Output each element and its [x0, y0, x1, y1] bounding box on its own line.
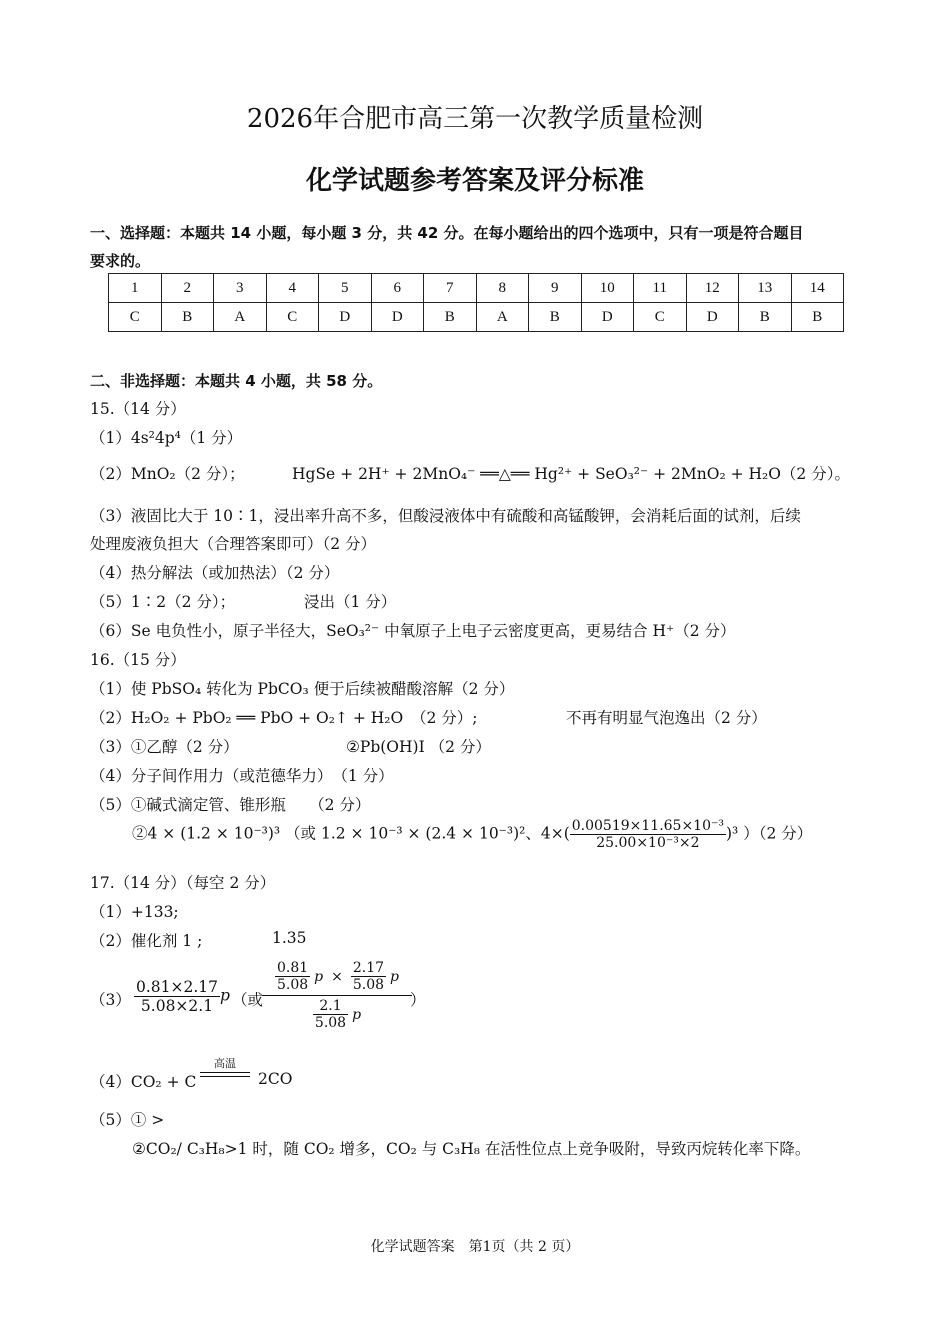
equals-line-bottom [200, 1076, 250, 1077]
page-subtitle: 化学试题参考答案及评分标准 [305, 166, 644, 196]
fraction-denominator: 5.08×2.1 [140, 997, 214, 1015]
fraction-numerator: 0.81 [276, 960, 309, 976]
question-number: 10 [581, 274, 634, 303]
reaction-condition [200, 1058, 250, 1077]
answer-cell: C [109, 303, 162, 332]
q17-answer-3-main [134, 978, 230, 1015]
fraction-denominator: 5.08 [276, 977, 309, 993]
answer-cell: B [161, 303, 214, 332]
question-number: 13 [739, 274, 792, 303]
q17-answer-3-alt-pre: （或 [232, 991, 264, 1009]
q15-answer-4: （4）热分解法（或加热法）（2 分） [90, 564, 340, 582]
q16-fraction [570, 818, 726, 851]
answer-table-numbers-row [109, 274, 844, 303]
q17-compound-fraction [262, 960, 412, 1031]
fraction-denominator: 5.08 [352, 977, 385, 993]
q16-answer-5b-post: )³ ）（2 分） [726, 824, 813, 843]
answer-cell: A [214, 303, 267, 332]
q16-answer-5: （5）①碱式滴定管、锥形瓶 （2 分） [90, 796, 371, 814]
page-footer: 化学试题答案 第1页（共 2 页） [370, 1239, 580, 1255]
question-number: 4 [266, 274, 319, 303]
answer-cell: B [739, 303, 792, 332]
fraction [313, 998, 348, 1031]
fraction [275, 960, 310, 993]
question-number: 8 [476, 274, 529, 303]
q15-answer-3-cont: 处理废液负担大（合理答案即可）（2 分） [90, 535, 377, 553]
q15-answer-6: （6）Se 电负性小，原子半径大，SeO₃²⁻ 中氧原子上电子云密度更高，更易结合 H⁺（2 分） [90, 622, 736, 640]
compound-fraction-bar [262, 995, 412, 996]
question-number: 6 [371, 274, 424, 303]
q17-answer-2-right: 1.35 [272, 929, 307, 947]
q15-answer-1: （1）4s²4p⁴（1 分） [90, 429, 243, 447]
q17-answer-1: （1）+133; [90, 903, 179, 921]
q16-answer-5b-pre: ②4 × (1.2 × 10⁻³)³ （或 1.2 × 10⁻³ × (2.4 × 10⁻³)²、4×( [132, 824, 570, 843]
q15-answer-5-right: 浸出（1 分） [304, 593, 397, 611]
q16-answer-2-left: （2）H₂O₂ + PbO₂ ══ PbO + O₂↑ + H₂O （2 分）; [90, 709, 478, 727]
question-number: 3 [214, 274, 267, 303]
answer-cell: C [266, 303, 319, 332]
question-number: 9 [529, 274, 582, 303]
q15-answer-2-equation: HgSe + 2H⁺ + 2MnO₄⁻ ══△══ Hg²⁺ + SeO₃²⁻ + 2MnO₂ + H₂O（2 分）。 [292, 465, 850, 483]
fraction-numerator: 0.81×2.17 [136, 978, 219, 996]
q16-answer-3-right: ②Pb(OH)I （2 分） [346, 738, 491, 756]
q16-answer-1: （1）使 PbSO₄ 转化为 PbCO₃ 便于后续被醋酸溶解（2 分） [90, 680, 515, 698]
q15-answer-3: （3）液固比大于 10∶1，浸出率升高不多，但酸浸液体中有硫酸和高锰酸钾，会消耗后面的试剂，后续 [90, 507, 801, 525]
q17-answer-4-left: （4）CO₂ + C [90, 1073, 197, 1091]
multiply-sign: × [331, 968, 343, 985]
fraction-numerator: 0.00519×11.65×10⁻³ [571, 818, 724, 834]
fraction-numerator: 2.1 [313, 998, 348, 1015]
fraction-numerator: 2.17 [352, 960, 385, 976]
question-number: 7 [424, 274, 477, 303]
pressure-symbol: p [352, 1006, 362, 1023]
page-title: 2026年合肥市高三第一次教学质量检测 [246, 104, 704, 134]
answer-cell: C [634, 303, 687, 332]
question-number: 11 [634, 274, 687, 303]
answer-cell: D [319, 303, 372, 332]
q16-answer-5b [132, 818, 812, 851]
pressure-symbol: p [220, 986, 230, 1005]
answer-cell: B [529, 303, 582, 332]
answer-cell: B [791, 303, 844, 332]
fraction-denominator: 5.08 [314, 1015, 347, 1031]
q17-fraction [134, 978, 220, 1015]
question-number: 1 [109, 274, 162, 303]
part2-heading: 二、非选择题：本题共 4 小题，共 58 分。 [90, 372, 383, 390]
answer-cell: B [424, 303, 477, 332]
answer-cell: D [686, 303, 739, 332]
part1-heading-cont: 要求的。 [90, 252, 151, 270]
pressure-symbol: p [390, 968, 399, 985]
condition-label: 高温 [214, 1057, 236, 1070]
q17-answer-2-left: （2）催化剂 1 ; [90, 932, 203, 950]
part1-heading: 一、选择题：本题共 14 小题，每小题 3 分，共 42 分。在每小题给出的四个选项中，只有一项是符合题目 [90, 224, 804, 242]
q15-answer-2-label: （2）MnO₂（2 分）； [90, 465, 245, 483]
q17-answer-3-alt-post: ） [410, 991, 426, 1009]
q15-answer-5-left: （5）1∶2（2 分）； [90, 593, 236, 611]
answer-table [108, 273, 844, 332]
compound-numerator [262, 960, 412, 993]
answer-cell: A [476, 303, 529, 332]
q17-answer-5b: ②CO₂/ C₃H₈>1 时，随 CO₂ 增多，CO₂ 与 C₃H₈ 在活性位点上竞争吸附，导致丙烷转化率下降。 [132, 1140, 811, 1158]
question-number: 5 [319, 274, 372, 303]
equals-line-top [200, 1072, 250, 1073]
answer-table-answers-row [109, 303, 844, 332]
q16-answer-4: （4）分子间作用力（或范德华力） （1 分） [90, 767, 394, 785]
q16-answer-2-right: 不再有明显气泡逸出（2 分） [566, 709, 767, 727]
question-number: 12 [686, 274, 739, 303]
question-number: 2 [161, 274, 214, 303]
q17-answer-4-right: 2CO [258, 1070, 293, 1088]
compound-denominator [262, 998, 412, 1031]
pressure-symbol: p [314, 968, 324, 985]
answer-cell: D [581, 303, 634, 332]
question-number: 14 [791, 274, 844, 303]
q15-heading: 15.（14 分） [90, 400, 186, 418]
fraction [351, 960, 386, 993]
q17-heading: 17.（14 分）（每空 2 分） [90, 874, 276, 892]
fraction-denominator: 25.00×10⁻³×2 [596, 835, 700, 851]
q16-heading: 16.（15 分） [90, 651, 186, 669]
answer-cell: D [371, 303, 424, 332]
q17-answer-3-label: （3） [90, 991, 131, 1009]
q16-answer-3-left: （3）①乙醇（2 分） [90, 738, 239, 756]
q17-answer-5: （5）① > [90, 1111, 165, 1129]
